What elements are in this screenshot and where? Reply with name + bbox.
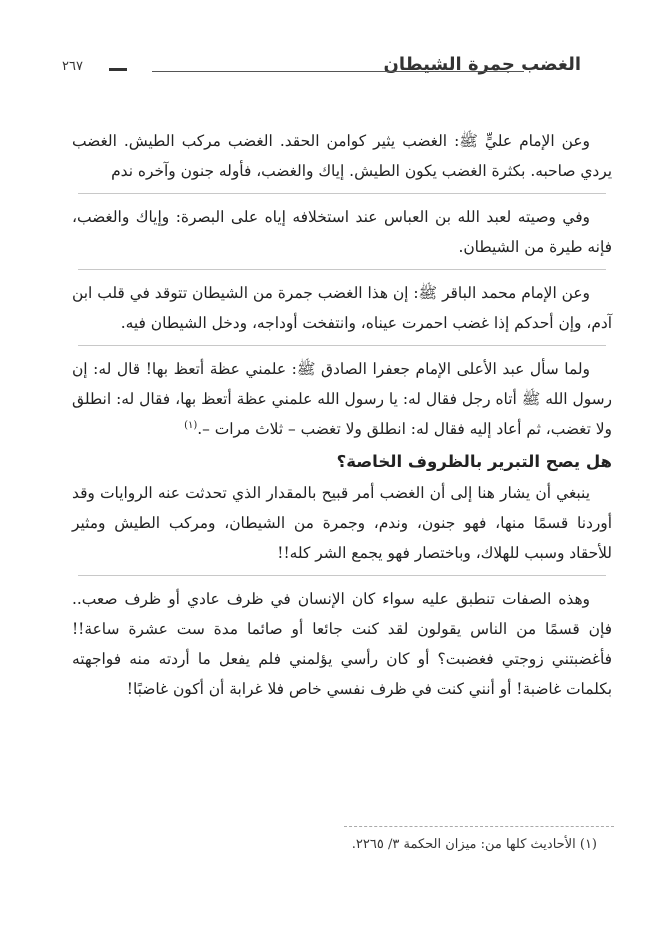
- paragraph-divider: [78, 193, 606, 194]
- paragraph-divider: [78, 575, 606, 576]
- paragraph-ibn-abbas: وفي وصيته لعبد الله بن العباس عند استخلافه إياه على البصرة: وإياك والغضب، فإنه طيرة من الشيطان.: [72, 208, 612, 256]
- paragraph-imam-sadiq-text: ولما سأل عبد الأعلى الإمام جعفرا الصادق ﷺ: علمني عظة أتعظ بها! قال له: إن رسول الله ﷺ أتاه رجل فقال له: يا رسول الله علمني عظة أتعظ بها، فقال له: انطلق ولا تغضب، ثم أعاد إليه فقال له: انطلق ولا تغضب – ثلاث مرات –.: [72, 360, 612, 438]
- page-number: ٢٦٧: [62, 59, 83, 74]
- body-text: [72, 126, 612, 704]
- header-rule: [152, 71, 524, 72]
- paragraph-excuses: وهذه الصفات تنطبق عليه سواء كان الإنسان في ظرف عادي أو ظرف صعب.. فإن قسمًا من الناس يقولون لقد كنت جائعا أو صائما مدة ست عشرة ساعة!! فأغضبتني زوجتي فغضبت؟ أو كان رأسي يؤلمني فلم يفعل ما أردته منه فواجهته بكلمات غاضبة! أو أنني كنت في ظرف نفسي خاص فلا غرابة أن أكون غاضبًا!: [72, 590, 612, 698]
- paragraph-imam-baqir: وعن الإمام محمد الباقر ﷺ: إن هذا الغضب جمرة من الشيطان تتوقد في قلب ابن آدم، وإن أحدكم إذا غضب احمرت عيناه، وانتفخت أوداجه، ودخل الشيطان فيه.: [72, 284, 612, 332]
- paragraph-divider: [78, 345, 606, 346]
- running-header-title: الغضب جمرة الشيطان: [383, 54, 581, 75]
- header-dash: [109, 68, 127, 71]
- paragraph-rationale: ينبغي أن يشار هنا إلى أن الغضب أمر قبيح بالمقدار الذي تحدثت عنه الروايات وقد أوردنا قسمًا منها، فهو جنون، وندم، وجمرة من الشيطان، ومركب الطيش ومثير للأحقاد وسبب للهلاك، وباختصار فهو يجمع الشر كله!!: [72, 484, 612, 562]
- footnote: (١) الأحاديث كلها من: ميزان الحكمة ٣/ ٢٢٦٥.: [351, 837, 597, 852]
- paragraph-divider: [78, 269, 606, 270]
- section-heading: هل يصح التبرير بالظروف الخاصة؟: [336, 452, 612, 471]
- footnote-rule: [344, 826, 614, 827]
- paragraph-imam-ali: وعن الإمام عليٍّ ﷺ: الغضب يثير كوامن الحقد. الغضب مركب الطيش. الغضب يردي صاحبه. بكثرة الغضب يكون الطيش. إياك والغضب، فأوله جنون وآخره ندم: [72, 132, 612, 180]
- footnote-marker: (١): [184, 419, 198, 431]
- paragraph-imam-sadiq: [72, 354, 612, 444]
